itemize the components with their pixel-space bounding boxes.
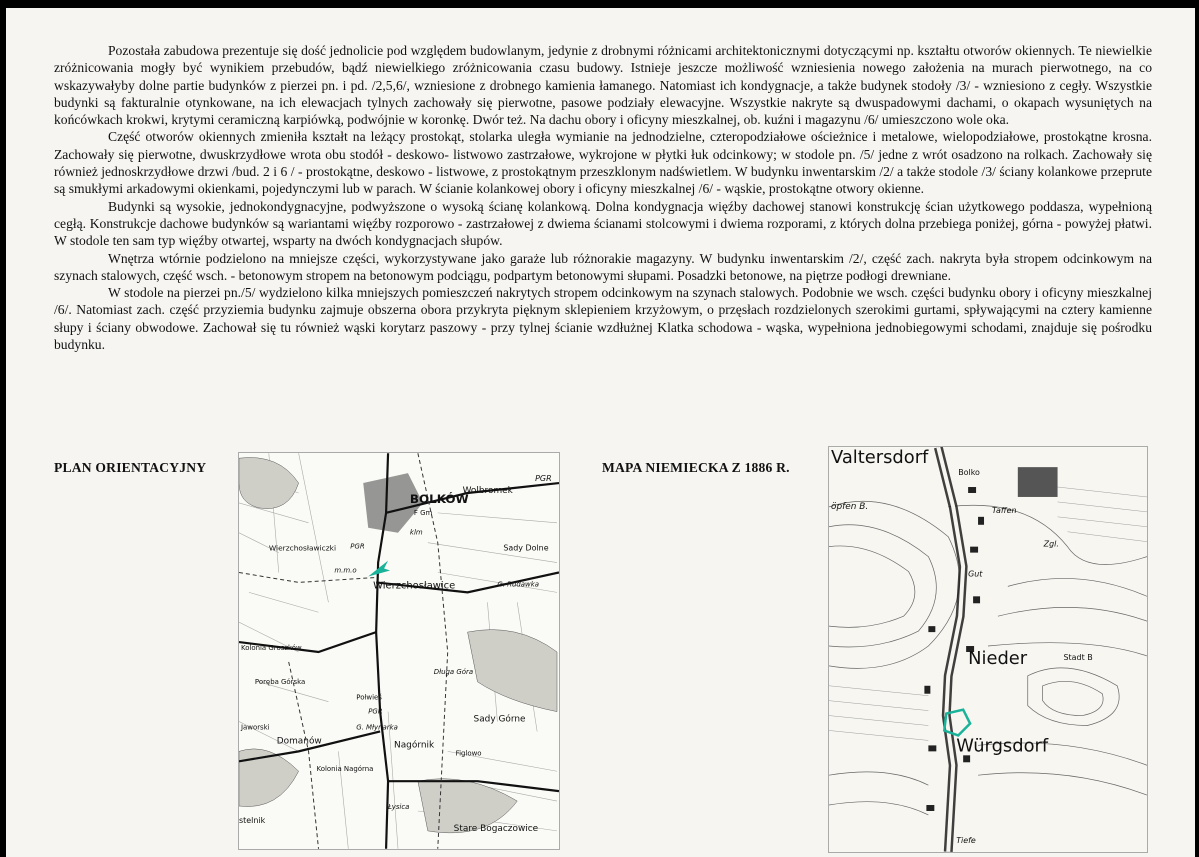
paragraph-2: Część otworów okiennych zmieniła kształt na leżący prostokąt, stolarka uległa wymianie na jednodzielne, czteropodziałowe ościeżnice i metalowe, wielopodziałowe, prostokątne krosna. Zachowały się pierwotne, dwuskrzydłowe wrota obu stodół - deskowo- listwowo zastrzałowe, wykrojone w płytki łuk odcinkowy; w stodole pn. /5/ jedne z wrót osadzono na rolkach. Zachowały się również jednoskrzydłowe drzwi /bud. 2 i 6 / - prostokątne, deskowo - listwowe, z prostokątnym przeszklonym nadświetlem. W budynku inwentarskim /2/ a także stodole /3/ ściany kolankowe przeprute są smukłymi arkadowymi okienkami, pojedynczymi lub w parach. W ścianie kolankowej obory i oficyny mieszkalnej /6/ - wąskie, prostokątne otwory okienne.: [54, 129, 1152, 197]
place-nieder: Nieder: [968, 647, 1028, 669]
label-lysica: Łysica: [388, 803, 410, 812]
place-poreba-gorska: Poręba Górska: [254, 677, 306, 686]
place-sady-gorne: Sady Górne: [473, 714, 526, 725]
place-bolko: Bolko: [958, 468, 980, 478]
place-tiefe: Tiefe: [956, 835, 976, 845]
paragraph-3: Budynki są wysokie, jednokondygnacyjne, podwyższone o wysoką ścianę kolankową. Dolna kondygnacja więźby dachowej stanowi konstrukcję ścian użytkowego poddasza, wypełnioną cegłą. Konstrukcje dachowe budynków są wariantami więźby rozporowo - zastrzałowej z dwiema ścianami stolcowymi i dwiema rozporami, z których dolna przebiega poniżej, górna - powyżej płatwi. W stodole ten sam typ więźby otwartej, wsparty na dwóch kondygnacjach słupów.: [54, 198, 1152, 249]
place-figlowo: Figlowo: [455, 749, 482, 758]
place-g-rudawka: G. Rudawka: [497, 580, 539, 589]
place-waltersdorf: Valtersdorf: [830, 447, 929, 469]
place-pfen-b: öpfen B.: [830, 501, 869, 512]
paragraph-4: Wnętrza wtórnie podzielono na mniejsze części, wykorzystywane jako garaże lub różnorakie magazyny. W budynku inwentarskim /2/, część zach. nakryta była stropem odcinkowym na szynach stalowych, część wsch. - betonowym stropem na betonowym podciągu, podpartym betonowymi słupami. Posadzki betonowe, na piętrze podłogi drewniane.: [54, 250, 1152, 283]
place-nagornik: Nagórnik: [394, 740, 435, 751]
place-bolkow: BOLKÓW: [409, 491, 469, 506]
orientation-map-drawing: [239, 453, 559, 849]
place-jaworski: Jaworski: [240, 723, 270, 732]
place-kolonia-nagorna: Kolonia Nagórna: [316, 765, 374, 774]
orientation-map: [238, 452, 560, 850]
place-domanow: Domanów: [276, 736, 322, 747]
place-wolbromek: Wolbromek: [462, 485, 513, 496]
place-sady-dolne: Sady Dolne: [503, 543, 549, 553]
place-stadt-b: Stadt B: [1063, 652, 1093, 662]
place-mlynarka: G. Młynarka: [356, 723, 398, 732]
place-kolonia-groszkow: Kolonia Groszków: [240, 644, 302, 653]
place-gut: Gut: [968, 569, 983, 579]
place-taffen: Taffen: [991, 505, 1017, 515]
label-klm: klm: [409, 528, 423, 537]
place-stare-bogaczowice: Stare Bogaczowice: [453, 823, 539, 834]
german-map-drawing: [829, 447, 1147, 852]
label-mmo: m.m.o: [334, 566, 357, 575]
paragraph-5: W stodole na pierzei pn./5/ wydzielono kilka mniejszych pomieszczeń nakrytych stropem odcinkowym na szynach stalowych. Podobnie we wsch. części budynku obory i oficyny mieszkalnej /6/. Natomiast zach. część przyziemia budynku zajmuje obszerna obora przykryta pięknym sklepieniem krzyżowym, o przęsłach rozdzielonych szerokimi gurtami, spływającymi na cztery kamienne słupy i ściany obwodowe. Zachował się tu również wąski korytarz paszowy - przy tylnej ścianie wzdłużnej Klatka schodowa - wąska, wypełniona jednobiegowymi schodami, znajduje się pośrodku budynku.: [54, 285, 1152, 353]
old-map-label: MAPA NIEMIECKA Z 1886 R.: [602, 460, 790, 475]
german-map-1886: [828, 446, 1148, 853]
label-pgr-2: PGR: [350, 542, 365, 551]
scanned-page: [6, 8, 1195, 857]
place-wierzchoslawiczki: Wierzchosławiczki: [268, 543, 337, 553]
place-wurgsdorf: Würgsdorf: [956, 735, 1049, 757]
place-dluga-gora: Długa Góra: [433, 667, 474, 676]
place-polwies: Połwieś: [356, 693, 382, 702]
place-zgl: Zgl.: [1043, 539, 1059, 549]
paragraph-1: Pozostała zabudowa prezentuje się dość jednolicie pod względem budowlanym, jedynie z drobnymi różnicami architektonicznymi dotyczącymi np. kształtu otworów okiennych. Te niewielkie zróżnicowania mogły być wynikiem przebudów, bądź niewielkiego zróżnicowania czasu budowy. Istnieje jeszcze możliwość wzniesienia nowego założenia na murach pierwotnego, na co wskazywałyby dolne partie budynków z pierzei pn. i pd. /2,5,6/, wzniesione z drobnego kamienia łamanego. Natomiast ich kondygnacje, a także budynek stodoły /3/ - wzniesiono z cegły. Wszystkie budynki są fakturalnie otynkowane, na ich elewacjach tylnych zachowały się pierwotne, pasowe podziały elewacyjne. Wszystkie nakryte są dwuspadowymi dachami, o okapach wysuniętych na końcówkach krokwi, krytymi ceramiczną karpiówką, podwójnie w koronkę. Dwór też. Na dachu obory i oficyny mieszkalnej, ob. kuźni i magazynu /6/ umieszczono wole oka.: [54, 43, 1152, 128]
place-stelnik: stelnik: [239, 815, 266, 825]
label-pgr-3: PGR: [368, 707, 383, 716]
label-fgm: F Gm: [413, 508, 433, 517]
label-pgr-1: PGR: [535, 474, 552, 484]
place-wierzchoslawice: Wierzchosławice: [373, 580, 456, 592]
plan-label: PLAN ORIENTACYJNY: [54, 460, 207, 475]
body-text: [54, 42, 1152, 353]
